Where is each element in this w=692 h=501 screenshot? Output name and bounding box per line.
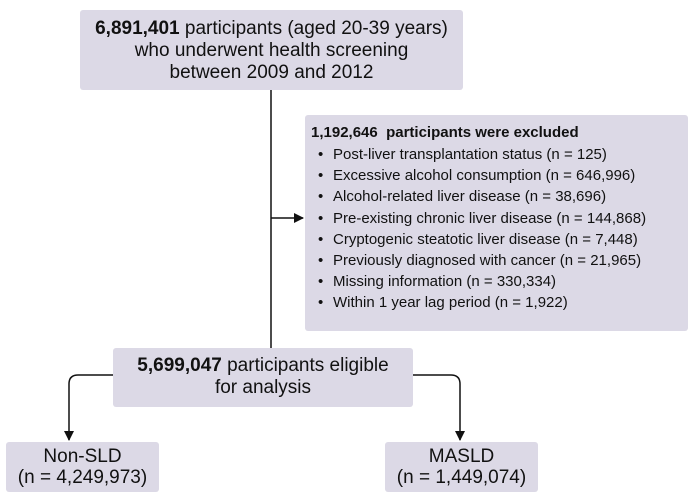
eligible-line1 bbox=[113, 355, 413, 377]
exclusion-item: • Excessive alcohol consumption (n = 646,996) bbox=[311, 165, 688, 186]
exclusion-item: • Post-liver transplantation status (n = 125) bbox=[311, 144, 688, 165]
initial-population-count: 6,891,401 bbox=[95, 18, 180, 39]
masld-arrow bbox=[413, 375, 460, 440]
initial-population-text: participants (aged 20-39 years) bbox=[179, 18, 448, 39]
masld-group-box bbox=[385, 442, 538, 492]
masld-label: MASLD bbox=[428, 446, 495, 467]
eligible-line2: for analysis bbox=[214, 377, 312, 398]
exclusion-item: • Alcohol-related liver disease (n = 38,696) bbox=[311, 186, 688, 207]
masld-count: (n = 1,449,074) bbox=[396, 467, 527, 488]
initial-population-line3: between 2009 and 2012 bbox=[169, 62, 374, 83]
initial-population-line2: who underwent health screening bbox=[134, 40, 409, 61]
initial-population-line1 bbox=[80, 18, 463, 40]
exclusion-count: 1,192,646 bbox=[311, 124, 378, 141]
exclusion-item: • Missing information (n = 330,334) bbox=[311, 271, 688, 292]
exclusion-list bbox=[311, 144, 688, 314]
exclusion-header bbox=[311, 124, 688, 141]
initial-population-box bbox=[80, 10, 463, 90]
exclusion-item: • Pre-existing chronic liver disease (n = 144,868) bbox=[311, 208, 688, 229]
exclusion-header-text: participants were excluded bbox=[377, 124, 579, 141]
eligible-population-box bbox=[113, 348, 413, 407]
nonsld-label: Non-SLD bbox=[43, 446, 122, 467]
exclusion-item: • Previously diagnosed with cancer (n = 21,965) bbox=[311, 250, 688, 271]
exclusion-box bbox=[305, 115, 688, 331]
eligible-count: 5,699,047 bbox=[137, 355, 222, 376]
nonsld-count: (n = 4,249,973) bbox=[17, 467, 148, 488]
exclusion-item: • Cryptogenic steatotic liver disease (n = 7,448) bbox=[311, 229, 688, 250]
nonsld-arrow bbox=[69, 375, 113, 440]
exclusion-item: • Within 1 year lag period (n = 1,922) bbox=[311, 292, 688, 313]
nonsld-group-box bbox=[6, 442, 159, 492]
eligible-text: participants eligible bbox=[221, 355, 389, 376]
